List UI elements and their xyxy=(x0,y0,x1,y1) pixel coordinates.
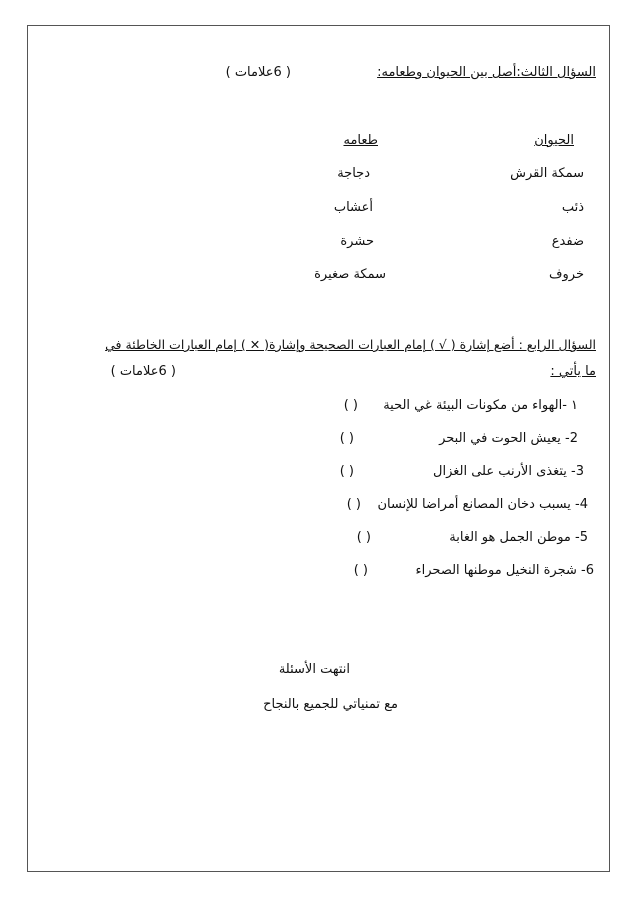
q3-animal-3: ضفدع xyxy=(551,234,584,249)
q4-answer-paren-1[interactable]: ( ) xyxy=(343,398,358,413)
q4-answer-paren-2[interactable]: ( ) xyxy=(339,431,354,446)
closing-wish: مع تمنياتي للجميع بالنجاح xyxy=(263,697,398,712)
q4-title-line2: ما يأتي : xyxy=(550,364,596,379)
q4-statement-6: 6- شجرة النخيل موطنها الصحراء xyxy=(415,563,594,578)
q3-column-food: طعامه xyxy=(343,133,378,148)
q3-food-3: حشرة xyxy=(340,234,374,249)
q3-animal-4: خروف xyxy=(549,267,584,282)
q4-title-line1: السؤال الرابع : أضع إشارة ( √ ) إمام العبارات الصحيحة وإشارة( ✕ ) إمام العبارات الخاطئة في xyxy=(105,337,596,352)
q4-marks: ( 6علامات ) xyxy=(110,364,176,379)
q3-marks: ( 6علامات ) xyxy=(225,65,291,80)
q4-answer-paren-3[interactable]: ( ) xyxy=(339,464,354,479)
q4-statement-1: ١ -الهواء من مكونات البيئة غي الحية xyxy=(383,398,578,413)
q3-column-animal: الحيوان xyxy=(534,133,574,148)
q4-answer-paren-6[interactable]: ( ) xyxy=(353,563,368,578)
q4-statement-5: 5- موطن الجمل هو الغابة xyxy=(449,530,588,545)
q4-statement-4: 4- يسبب دخان المصانع أمراضا للإنسان xyxy=(377,497,588,512)
q3-food-1: دجاجة xyxy=(337,166,370,181)
q4-answer-paren-4[interactable]: ( ) xyxy=(346,497,361,512)
q3-animal-2: ذئب xyxy=(561,200,584,215)
q4-statement-2: 2- يعيش الحوت في البحر xyxy=(439,431,578,446)
q3-animal-1: سمكة القرش xyxy=(510,166,584,181)
q3-food-2: أعشاب xyxy=(333,200,373,215)
end-of-questions: انتهت الأسئلة xyxy=(278,662,350,677)
q3-title: السؤال الثالث:أصل بين الحيوان وطعامه: xyxy=(377,65,596,80)
q4-statement-3: 3- يتغذى الأرنب على الغزال xyxy=(433,464,584,479)
q4-answer-paren-5[interactable]: ( ) xyxy=(356,530,371,545)
q3-food-4: سمكة صغيرة xyxy=(314,267,386,282)
page-border xyxy=(27,25,610,872)
